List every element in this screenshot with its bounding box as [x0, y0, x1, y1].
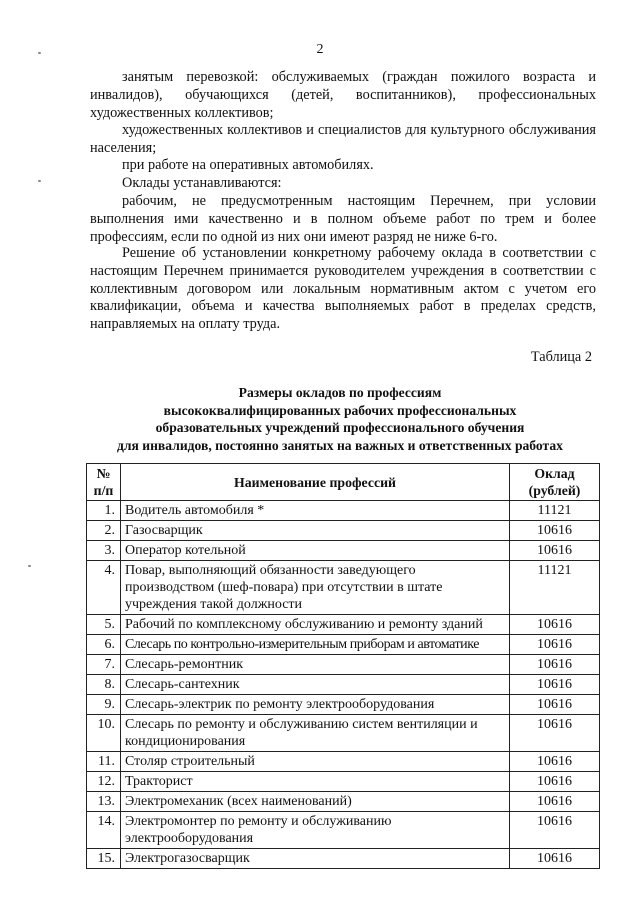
row-num: 7.: [87, 655, 121, 675]
header-name: Наименование профессий: [121, 464, 510, 501]
paragraph-collectives: художественных коллективов и специалистов для культурного обслуживания населения;: [90, 122, 596, 156]
row-num: 9.: [87, 695, 121, 715]
row-salary: 10616: [510, 521, 600, 541]
scan-speck: [38, 52, 41, 54]
table-row: [87, 812, 600, 849]
scan-speck: [38, 180, 41, 182]
header-salary: Оклад (рублей): [510, 464, 600, 501]
scan-speck: [28, 565, 31, 567]
row-profession: Водитель автомобиля *: [121, 501, 510, 521]
row-num: 1.: [87, 501, 121, 521]
table-row: [87, 849, 600, 869]
page-number: 2: [316, 42, 324, 57]
table-row: [87, 655, 600, 675]
table-row: [87, 675, 600, 695]
table-row: [87, 615, 600, 635]
row-num: 4.: [87, 561, 121, 615]
paragraph-workers-rule: рабочим, не предусмотренным настоящим Перечнем, при условии выполнения ими качественно и в полном объеме работ по трем и более профессиям, если по одной из них они имеют разряд не ниже 6-го.: [90, 193, 596, 245]
row-salary: 10616: [510, 655, 600, 675]
title-line: для инвалидов, постоянно занятых на важных и ответственных работах: [117, 437, 563, 453]
table-label: Таблица 2: [530, 349, 592, 365]
row-salary: 11121: [510, 561, 600, 615]
row-profession: Электрогазосварщик: [121, 849, 510, 869]
paragraph-decision: Решение об установлении конкретному рабочему оклада в соответствии с настоящим Перечнем принимается руководителем учреждения в соответствии с коллективным договором или локальным нормативным актом с учетом его квалификации, объема и качества выполняемых работ в пределах средств, направляемых на оплату труда.: [90, 245, 596, 333]
table-row: [87, 501, 600, 521]
row-salary: 11121: [510, 501, 600, 521]
table-row: [87, 635, 600, 655]
row-salary: 10616: [510, 635, 600, 655]
row-profession: Столяр строительный: [121, 752, 510, 772]
row-profession: Электромонтер по ремонту и обслуживанию электрооборудования: [121, 812, 510, 849]
row-profession: Слесарь-электрик по ремонту электрооборудования: [121, 695, 510, 715]
row-num: 2.: [87, 521, 121, 541]
row-salary: 10616: [510, 812, 600, 849]
row-salary: 10616: [510, 695, 600, 715]
row-profession: Тракторист: [121, 772, 510, 792]
row-salary: 10616: [510, 715, 600, 752]
row-num: 13.: [87, 792, 121, 812]
row-num: 14.: [87, 812, 121, 849]
row-profession: Оператор котельной: [121, 541, 510, 561]
table-row: [87, 695, 600, 715]
row-salary: 10616: [510, 792, 600, 812]
paragraph-salaries-set: Оклады устанавливаются:: [122, 175, 282, 191]
row-salary: 10616: [510, 615, 600, 635]
row-salary: 10616: [510, 752, 600, 772]
table-row: [87, 561, 600, 615]
row-salary: 10616: [510, 772, 600, 792]
header-num: № п/п: [87, 464, 121, 501]
table-row: [87, 772, 600, 792]
row-num: 12.: [87, 772, 121, 792]
row-salary: 10616: [510, 675, 600, 695]
row-profession: Слесарь-сантехник: [121, 675, 510, 695]
row-num: 15.: [87, 849, 121, 869]
row-salary: 10616: [510, 849, 600, 869]
row-profession: Повар, выполняющий обязанности заведующего производством (шеф-повара) при отсутствии в штате учреждения такой должности: [121, 561, 510, 615]
table-title: [70, 384, 610, 454]
row-profession: Электромеханик (всех наименований): [121, 792, 510, 812]
title-line: образовательных учреждений профессионального обучения: [155, 420, 525, 435]
row-num: 10.: [87, 715, 121, 752]
table-row: [87, 541, 600, 561]
row-num: 3.: [87, 541, 121, 561]
table-row: [87, 792, 600, 812]
row-num: 8.: [87, 675, 121, 695]
title-line: Размеры окладов по профессиям: [238, 385, 442, 400]
row-profession: Рабочий по комплексному обслуживанию и ремонту зданий: [121, 615, 510, 635]
salary-table: [86, 463, 600, 869]
table-row: [87, 752, 600, 772]
row-profession: Газосварщик: [121, 521, 510, 541]
row-profession: Слесарь-ремонтник: [121, 655, 510, 675]
table-header-row: [87, 464, 600, 501]
title-line: высококвалифицированных рабочих профессиональных: [163, 402, 517, 418]
row-num: 6.: [87, 635, 121, 655]
paragraph-transport: занятым перевозкой: обслуживаемых (граждан пожилого возраста и инвалидов), обучающихся (детей, воспитанников), профессиональных художественных коллективов;: [90, 69, 596, 121]
row-profession: Слесарь по контрольно-измерительным приборам и автоматике: [121, 635, 510, 655]
row-profession: Слесарь по ремонту и обслуживанию систем вентиляции и кондиционирования: [121, 715, 510, 752]
table-row: [87, 715, 600, 752]
paragraph-operative-cars: при работе на оперативных автомобилях.: [122, 157, 374, 173]
row-num: 5.: [87, 615, 121, 635]
table-row: [87, 521, 600, 541]
row-num: 11.: [87, 752, 121, 772]
row-salary: 10616: [510, 541, 600, 561]
